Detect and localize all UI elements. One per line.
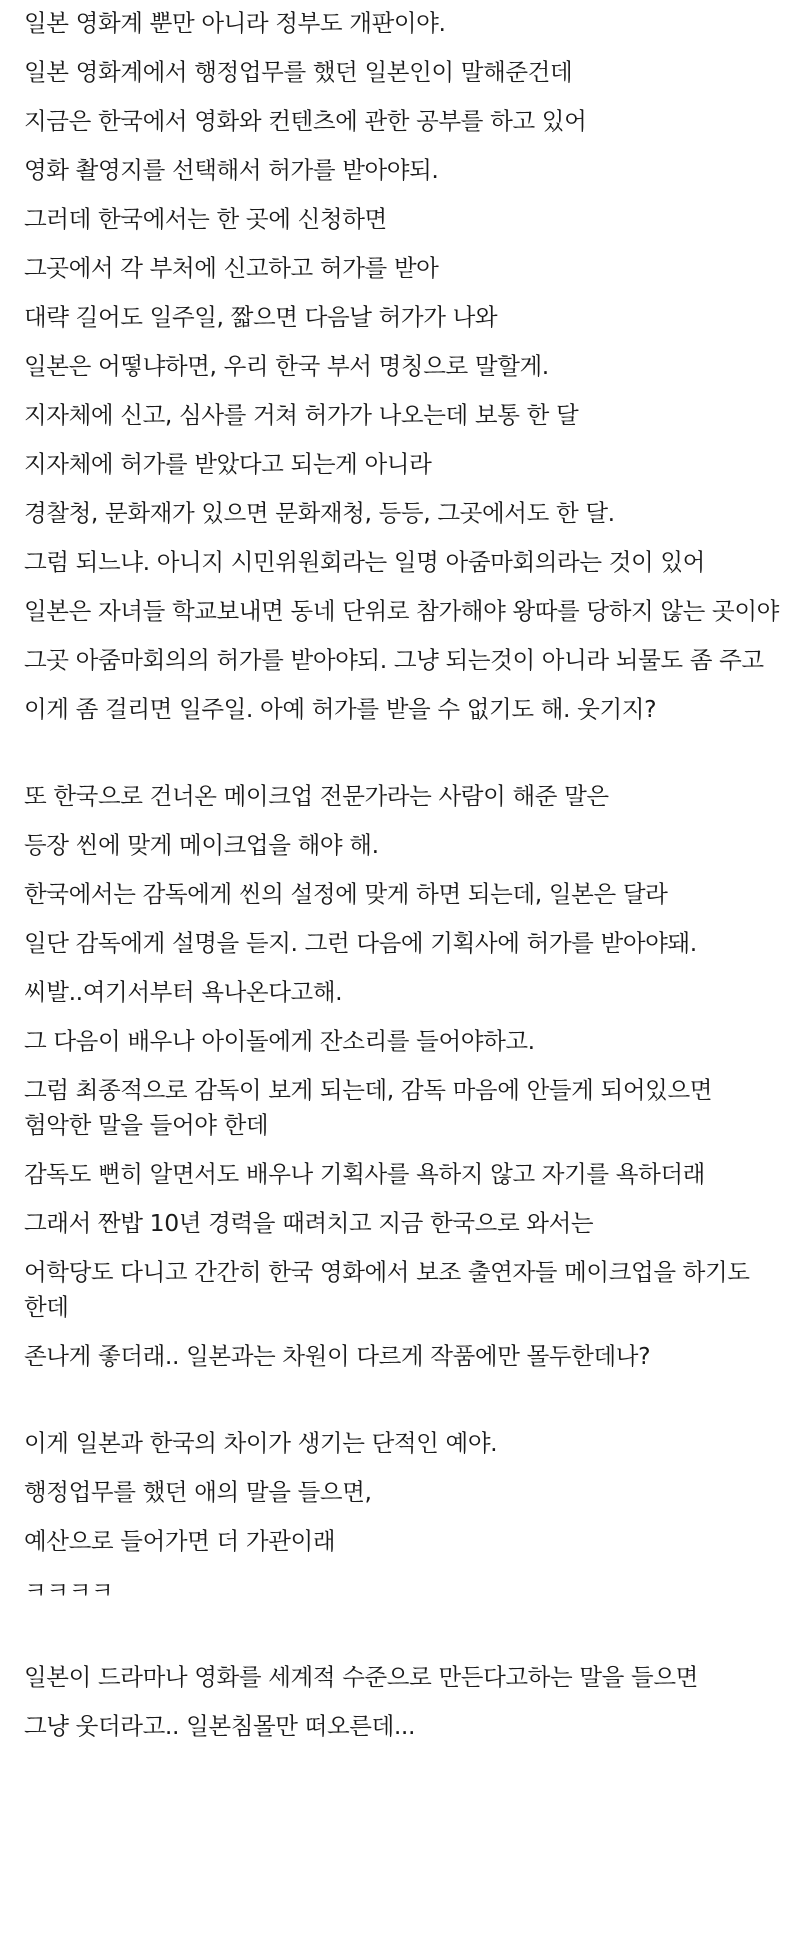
text-line: 그럼 되느냐. 아니지 시민위원회라는 일명 아줌마회의라는 것이 있어 bbox=[24, 548, 705, 576]
paragraph-4 bbox=[24, 1660, 786, 1744]
text-line: 일본 영화계에서 행정업무를 했던 일본인이 말해준건데 bbox=[24, 58, 573, 86]
paragraph-2 bbox=[24, 779, 786, 1374]
text-line: 이게 일본과 한국의 차이가 생기는 단적인 예야. bbox=[24, 1429, 498, 1457]
text-line: 경찰청, 문화재가 있으면 문화재청, 등등, 그곳에서도 한 달. bbox=[24, 499, 615, 527]
text-line: 그 다음이 배우나 아이돌에게 잔소리를 들어야하고. bbox=[24, 1027, 535, 1055]
text-line: 어학당도 다니고 간간히 한국 영화에서 보조 출연자들 메이크업을 하기도 한데 bbox=[24, 1258, 750, 1321]
text-line: 한국에서는 감독에게 씬의 설정에 맞게 하면 되는데, 일본은 달라 bbox=[24, 880, 668, 908]
paragraph-3 bbox=[24, 1426, 786, 1608]
text-line: ㅋㅋㅋㅋ bbox=[24, 1576, 114, 1604]
text-line: 행정업무를 했던 애의 말을 들으면, bbox=[24, 1478, 372, 1506]
text-line: 또 한국으로 건너온 메이크업 전문가라는 사람이 해준 말은 bbox=[24, 782, 609, 810]
paragraph-gap bbox=[24, 1388, 786, 1426]
text-line: 대략 길어도 일주일, 짧으면 다음날 허가가 나와 bbox=[24, 303, 498, 331]
text-line: 영화 촬영지를 선택해서 허가를 받아야되. bbox=[24, 156, 439, 184]
text-line: 그러데 한국에서는 한 곳에 신청하면 bbox=[24, 205, 387, 233]
text-line: 일본은 어떻냐하면, 우리 한국 부서 명칭으로 말할게. bbox=[24, 352, 549, 380]
text-line: 씨발..여기서부터 욕나온다고해. bbox=[24, 978, 343, 1006]
text-line: 감독도 뻔히 알면서도 배우나 기획사를 욕하지 않고 자기를 욕하더래 bbox=[24, 1160, 705, 1188]
text-line: 일본 영화계 뿐만 아니라 정부도 개판이야. bbox=[24, 9, 446, 37]
text-line: 지자체에 허가를 받았다고 되는게 아니라 bbox=[24, 450, 432, 478]
text-line: 이게 좀 걸리면 일주일. 아예 허가를 받을 수 없기도 해. 웃기지? bbox=[24, 695, 657, 723]
paragraph-1 bbox=[24, 6, 786, 727]
text-line: 예산으로 들어가면 더 가관이래 bbox=[24, 1527, 336, 1555]
text-line: 일단 감독에게 설명을 듣지. 그런 다음에 기획사에 허가를 받아야돼. bbox=[24, 929, 697, 957]
text-line: 일본이 드라마나 영화를 세계적 수준으로 만든다고하는 말을 들으면 bbox=[24, 1663, 698, 1691]
text-line: 지자체에 신고, 심사를 거쳐 허가가 나오는데 보통 한 달 bbox=[24, 401, 579, 429]
paragraph-gap bbox=[24, 1622, 786, 1660]
text-line: 그럼 최종적으로 감독이 보게 되는데, 감독 마음에 안들게 되어있으면 험악한 말을 들어야 한데 bbox=[24, 1076, 713, 1139]
text-line: 그곳 아줌마회의의 허가를 받아야되. 그냥 되는것이 아니라 뇌물도 좀 주고 bbox=[24, 646, 764, 674]
text-line: 그래서 짠밥 10년 경력을 때려치고 지금 한국으로 와서는 bbox=[24, 1209, 594, 1237]
text-line: 존나게 좋더래.. 일본과는 차원이 다르게 작품에만 몰두한데나? bbox=[24, 1342, 651, 1370]
text-line: 일본은 자녀들 학교보내면 동네 단위로 참가해야 왕따를 당하지 않는 곳이야 bbox=[24, 597, 779, 625]
text-line: 그냥 웃더라고.. 일본침몰만 떠오른데... bbox=[24, 1712, 416, 1740]
paragraph-gap bbox=[24, 741, 786, 779]
text-line: 등장 씬에 맞게 메이크업을 해야 해. bbox=[24, 831, 379, 859]
text-line: 그곳에서 각 부처에 신고하고 허가를 받아 bbox=[24, 254, 439, 282]
text-line: 지금은 한국에서 영화와 컨텐츠에 관한 공부를 하고 있어 bbox=[24, 107, 587, 135]
